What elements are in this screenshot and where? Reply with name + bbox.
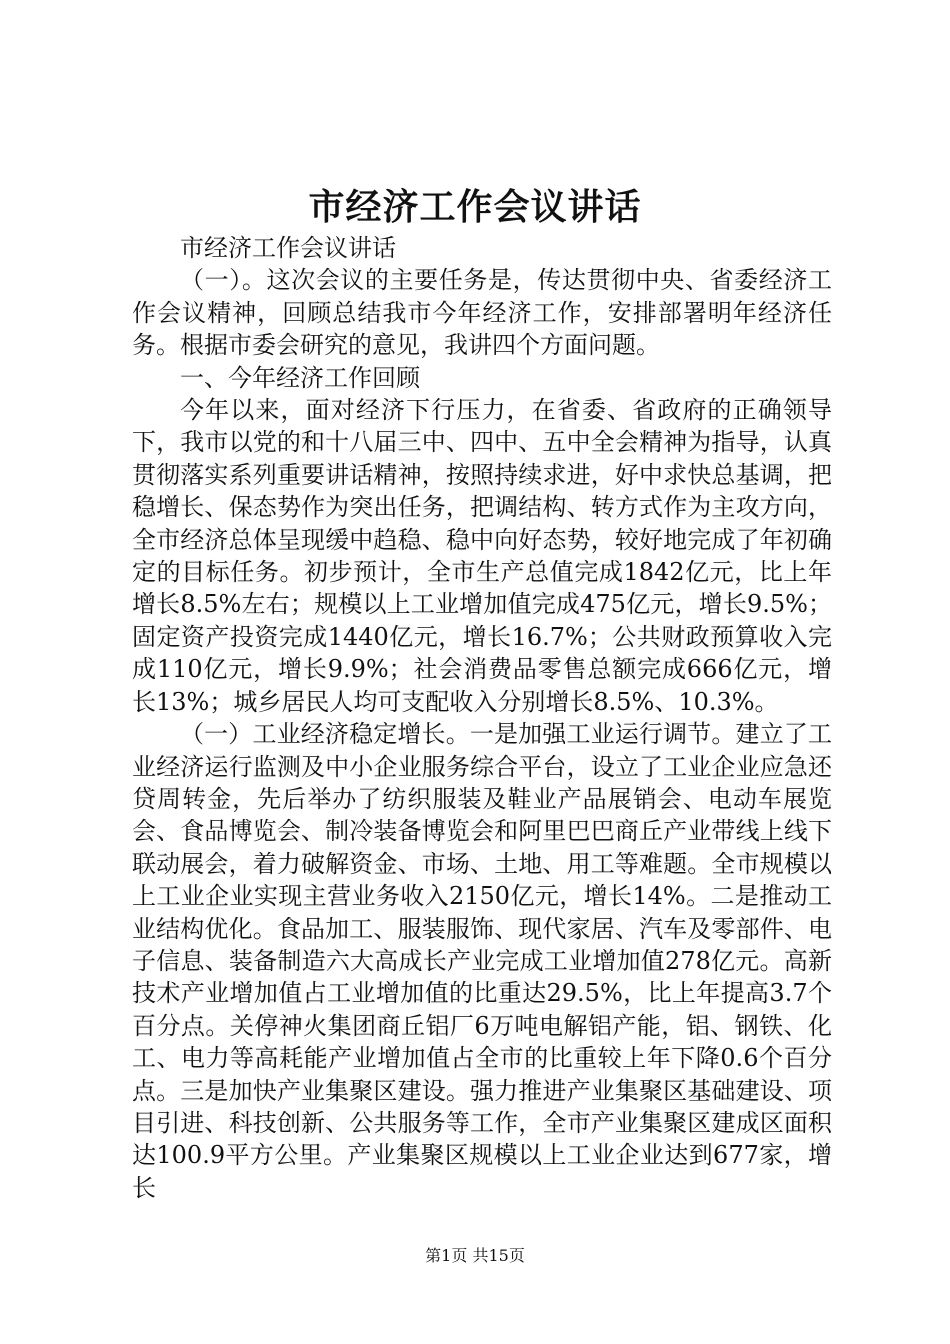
document-title: 市经济工作会议讲话 bbox=[308, 186, 642, 228]
page-total: 共15页 bbox=[472, 1246, 525, 1265]
page-number: 第1页 bbox=[425, 1246, 468, 1265]
paragraph-review: 今年以来，面对经济下行压力，在省委、省政府的正确领导下，我市以党的和十八届三中、四中、五中全会精神为指导，认真贯彻落实系列重要讲话精神，按照持续求进，好中求快总基调，把稳增长、保态势作为突出任务，把调结构、转方式作为主攻方向，全市经济总体呈现缓中趋稳、稳中向好态势，较好地完成了年初确定的目标任务。初步预计，全市生产总值完成1842亿元，比上年增长8.5%左右；规模以上工业增加值完成475亿元，增长9.5%；固定资产投资完成1440亿元，增长16.7%；公共财政预算收入完成110亿元，增长9.9%；社会消费品零售总额完成666亿元，增长13%；城乡居民人均可支配收入分别增长8.5%、10.3%。 bbox=[132, 396, 832, 716]
paragraph-subtitle: 市经济工作会议讲话 bbox=[180, 234, 396, 262]
document-body bbox=[132, 232, 832, 1204]
page-footer bbox=[0, 1244, 950, 1268]
paragraph-industry: （一）工业经济稳定增长。一是加强工业运行调节。建立了工业经济运行监测及中小企业服务综合平台，设立了工业企业应急还贷周转金，先后举办了纺织服装及鞋业产品展销会、电动车展览会、食品博览会、制冷装备博览会和阿里巴巴商丘产业带线上线下联动展会，着力破解资金、市场、土地、用工等难题。全市规模以上工业企业实现主营业务收入2150亿元，增长14%。二是推动工业结构优化。食品加工、服装服饰、现代家居、汽车及零部件、电子信息、装备制造六大高成长产业完成工业增加值278亿元。高新技术产业增加值占工业增加值的比重达29.5%，比上年提高3.7个百分点。关停神火集团商丘铝厂6万吨电解铝产能，铝、钢铁、化工、电力等高耗能产业增加值占全市的比重较上年下降0.6个百分点。三是加快产业集聚区建设。强力推进产业集聚区基础建设、项目引进、科技创新、公共服务等工作，全市产业集聚区建成区面积达100.9平方公里。产业集聚区规模以上工业企业达到677家，增长 bbox=[132, 720, 832, 1202]
paragraph-intro: （一）。这次会议的主要任务是，传达贯彻中央、省委经济工作会议精神，回顾总结我市今年经济工作，安排部署明年经济任务。根据市委会研究的意见，我讲四个方面问题。 bbox=[132, 266, 832, 360]
paragraph-section-heading: 一、今年经济工作回顾 bbox=[180, 363, 420, 392]
